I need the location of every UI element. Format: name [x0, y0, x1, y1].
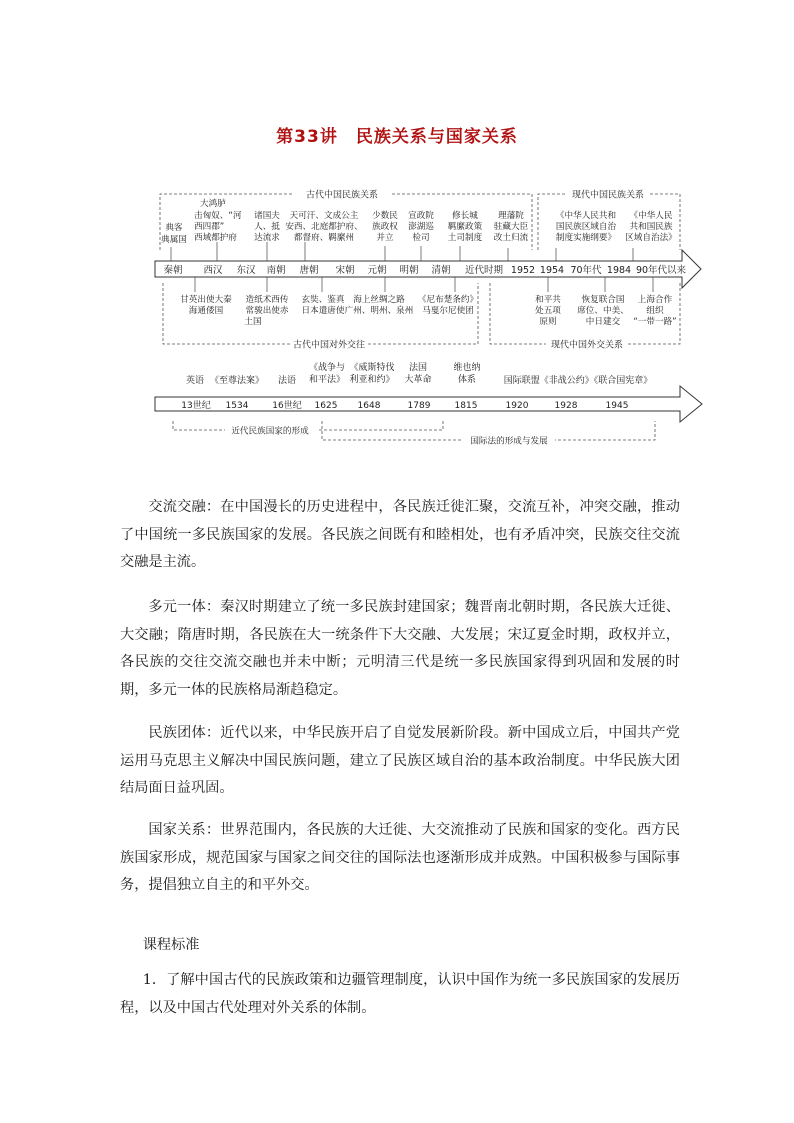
bottom-note-70s: [577, 293, 629, 327]
svg-text:《尼布楚条约》: 《尼布楚条约》: [417, 295, 479, 305]
svg-text:中日建交: 中日建交: [585, 317, 621, 327]
bottom-note-1954: [535, 293, 561, 327]
t2-note-vienna-system: [453, 361, 480, 385]
axis-label-yuan: 元朝: [367, 265, 387, 276]
top-note-1984: [625, 209, 677, 243]
svg-text:《威斯特伐: 《威斯特伐: [349, 363, 395, 373]
svg-text:玄奘、鉴真: 玄奘、鉴真: [301, 295, 345, 305]
svg-text:修长城: 修长城: [452, 211, 478, 221]
axis-label-donghan: 东汉: [236, 265, 256, 276]
standards-heading: 课程标准: [142, 937, 200, 953]
svg-text:海通倭国: 海通倭国: [188, 306, 224, 316]
axis-label-70s: 70年代: [570, 265, 602, 276]
bracket-label-nation-state: 近代民族国家的形成: [231, 426, 309, 437]
paragraph-exchange: 交流交融：在中国漫长的历史进程中，各民族迁徙汇聚，交流互补，冲突交融，推动了中国统一多民族国家的发展。各民族之间既有和睦相处，也有矛盾冲突，民族交往交流交融是主流。: [120, 499, 680, 570]
axis-label-1984: 1984: [606, 265, 632, 276]
axis-label-tang: 唐朝: [299, 265, 319, 276]
t2-axis-1815: 1815: [454, 401, 478, 411]
svg-text:族政权: 族政权: [372, 222, 398, 232]
t2-axis-1928: 1928: [554, 401, 578, 411]
bracket-label-intl-law: 国际法的形成与发展: [470, 436, 548, 447]
group-label-ancient-foreign: 古代中国对外交往: [292, 340, 366, 351]
svg-text:土司制度: 土司制度: [447, 233, 483, 243]
top-note-qin: [161, 221, 187, 245]
bottom-note-qing: [418, 293, 478, 316]
svg-text:上海合作: 上海合作: [637, 295, 673, 305]
t2-note-westphalia: [349, 361, 394, 385]
bottom-note-xihan: [180, 293, 232, 316]
world-nation-timeline: [0, 355, 794, 455]
paragraph-state-relations: 国家关系：世界范围内，各民族的大迁徙、大交流推动了民族和国家的变化。西方民族国家形成，规范国家与国家之间交往的国际法也逐渐形成并成熟。中国积极参与国际事务，提倡独立自主的和平外交。: [120, 822, 680, 893]
svg-text:组织: 组织: [646, 306, 664, 316]
svg-text:西四郡”: 西四郡”: [194, 222, 225, 232]
t2-note-war-peace: [309, 361, 345, 385]
axis-label-xihan: 西汉: [203, 265, 223, 276]
svg-text:少数民: 少数民: [372, 211, 398, 221]
t2-note-supremacy-act: 《至尊法案》: [209, 376, 265, 386]
svg-text:检司: 检司: [412, 233, 430, 243]
bottom-note-90s: [633, 293, 676, 327]
axis-label-nanchao: 南朝: [266, 265, 286, 276]
svg-text:达流求: 达流求: [254, 233, 280, 243]
svg-text:并立: 并立: [376, 233, 394, 243]
bottom-note-song: [345, 293, 414, 316]
svg-text:制度实施纲要》: 制度实施纲要》: [555, 233, 617, 243]
svg-text:《战争与: 《战争与: [308, 363, 346, 373]
axis-label-1954: 1954: [539, 265, 565, 276]
svg-text:和平共: 和平共: [535, 295, 561, 305]
axis-label-qing: 清朝: [431, 265, 451, 276]
svg-text:《中华人民: 《中华人民: [629, 211, 673, 221]
svg-text:体系: 体系: [457, 375, 477, 385]
svg-text:日本遣唐使: 日本遣唐使: [301, 306, 345, 316]
svg-text:典客: 典客: [165, 223, 183, 233]
svg-text:澎湖巡: 澎湖巡: [408, 222, 434, 232]
svg-text:甘英出使大秦: 甘英出使大秦: [180, 295, 232, 305]
svg-text:西域都护府: 西域都护府: [194, 233, 237, 243]
paragraph-unity: 民族团体：近代以来，中华民族开启了自觉发展新阶段。新中国成立后，中国共产党运用马克思主义解决中国民族问题，建立了民族区域自治的基本政治制度。中华民族大团结局面日益巩固。: [120, 725, 680, 796]
svg-text:利亚和约》: 利亚和约》: [349, 375, 395, 385]
svg-text:法国: 法国: [408, 363, 428, 373]
svg-text:维也纳: 维也纳: [453, 363, 481, 373]
svg-text:造纸术西传: 造纸术西传: [245, 295, 289, 305]
svg-text:理藩院: 理藩院: [498, 211, 524, 221]
t2-axis-1625: 1625: [314, 401, 338, 411]
top-note-xihan: [194, 197, 242, 243]
svg-text:海上丝绸之路: 海上丝绸之路: [353, 295, 405, 305]
axis-label-90s: 90年代以来: [635, 265, 687, 276]
t2-axis-1534: 1534: [225, 401, 249, 411]
top-note-nanchao: [254, 209, 280, 243]
t2-note-french-revolution: [404, 361, 431, 385]
page-title: 第33讲 民族关系与国家关系: [276, 127, 518, 147]
svg-text:驻藏大臣: 驻藏大臣: [493, 222, 529, 232]
t2-note-league-un: 国际联盟《非战公约》《联合国宪章》: [503, 376, 653, 386]
bottom-note-tang: [302, 293, 345, 316]
svg-text:和平法》: 和平法》: [308, 375, 346, 385]
axis-label-song: 宋朝: [335, 265, 355, 276]
svg-text:广州、明州、泉州: 广州、明州、泉州: [344, 306, 414, 316]
axis-label-ming: 明朝: [399, 265, 419, 276]
group-label-modern-foreign: 现代中国外交关系: [550, 340, 624, 351]
top-note-1952: [556, 209, 617, 243]
svg-text:土国: 土国: [244, 317, 262, 327]
t2-axis-1789: 1789: [407, 401, 431, 411]
svg-text:共和国民族: 共和国民族: [629, 222, 673, 232]
svg-text:典属国: 典属国: [161, 235, 187, 245]
t2-note-english: 英语: [185, 376, 205, 386]
t2-axis-1648: 1648: [357, 401, 381, 411]
t2-axis-1920: 1920: [505, 401, 529, 411]
axis-label-modern: 近代时期: [464, 265, 504, 276]
svg-text:人、抵: 人、抵: [254, 222, 280, 232]
group-label-modern-ethnic: 现代中国民族关系: [571, 190, 645, 201]
svg-text:处五项: 处五项: [535, 306, 561, 316]
svg-text:羁縻政策: 羁縻政策: [447, 222, 483, 232]
axis-label-1952: 1952: [510, 265, 536, 276]
t2-axis-16c: 16世纪: [272, 401, 302, 411]
svg-text:击匈奴、“河: 击匈奴、“河: [194, 211, 242, 221]
svg-text:都督府、羁縻州: 都督府、羁縻州: [293, 233, 355, 243]
paragraph-diversity: 多元一体：秦汉时期建立了统一多民族封建国家；魏晋南北朝时期，各民族大迁徙、大交融；隋唐时期，各民族在大一统条件下大交融、大发展；宋辽夏金时期，政权并立，各民族的交往交流交融也并未中断；元明清三代是统一多民族国家得到巩固和发展的时期，多元一体的民族格局渐趋稳定。: [120, 599, 680, 698]
top-note-tang: [285, 209, 362, 243]
svg-text:《中华人民共和: 《中华人民共和: [555, 211, 617, 221]
svg-text:大鸿胪: 大鸿胪: [200, 199, 226, 209]
china-ethnic-timeline: [0, 0, 794, 360]
svg-text:常骏出使赤: 常骏出使赤: [245, 306, 289, 316]
top-note-song: [372, 209, 398, 243]
svg-text:区域自治法》: 区域自治法》: [625, 233, 677, 243]
svg-text:诸国夫: 诸国夫: [254, 211, 280, 221]
svg-text:天可汗、文成公主: 天可汗、文成公主: [289, 211, 359, 221]
svg-text:恢复联合国: 恢复联合国: [581, 295, 625, 305]
group-label-ancient-ethnic: 古代中国民族关系: [305, 190, 379, 201]
svg-text:原则: 原则: [539, 317, 557, 327]
svg-text:安西、北庭都护府、: 安西、北庭都护府、: [285, 222, 363, 232]
top-note-ming: [448, 209, 483, 243]
svg-text:马戛尔尼使团: 马戛尔尼使团: [422, 306, 474, 316]
svg-text:“一带一路”: “一带一路”: [633, 317, 677, 327]
svg-text:改土归流: 改土归流: [493, 233, 529, 243]
bottom-note-nanchao: [244, 293, 288, 327]
svg-text:宣政院: 宣政院: [408, 211, 434, 221]
t2-axis-13c: 13世纪: [181, 401, 211, 411]
svg-text:席位、中美、: 席位、中美、: [577, 306, 629, 316]
top-note-yuan: [408, 209, 434, 243]
t2-axis-1945: 1945: [605, 401, 629, 411]
standards-item-1: 1．了解中国古代的民族政策和边疆管理制度，认识中国作为统一多民族国家的发展历程，以及中国古代处理对外关系的体制。: [120, 972, 680, 1016]
svg-text:大革命: 大革命: [404, 375, 432, 385]
svg-text:国民族区域自治: 国民族区域自治: [555, 222, 617, 232]
t2-note-french: 法语: [277, 376, 297, 386]
axis-label-qin: 秦朝: [163, 265, 183, 276]
top-note-qing: [494, 209, 529, 243]
